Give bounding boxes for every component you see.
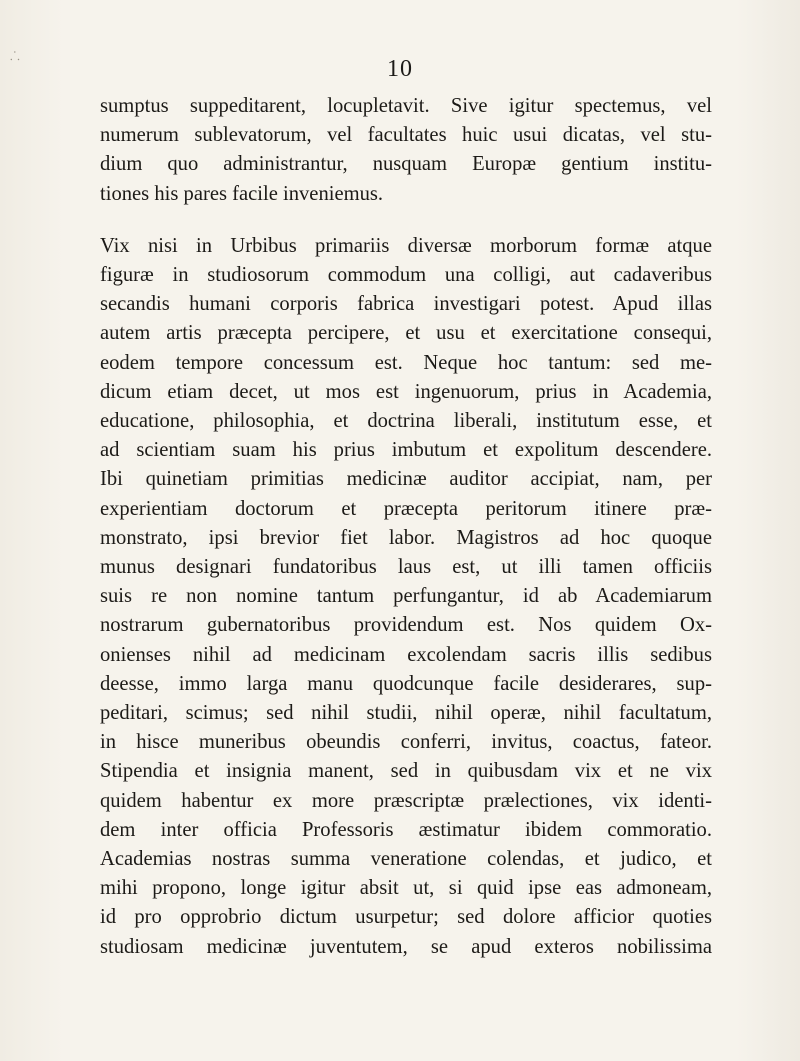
text-line: sumptus suppeditarent, locupletavit. Sive igitur spectemus, vel (100, 95, 712, 117)
text-line: peditari, scimus; sed nihil studii, nihil operæ, nihil facultatum, (100, 702, 712, 725)
text-line: Academias nostras summa veneratione colendas, et judico, et (100, 848, 712, 871)
text-line: eodem tempore concessum est. Neque hoc tantum: sed me- (100, 351, 712, 374)
text-line: deesse, immo larga manu quodcunque facile desiderares, sup- (100, 672, 712, 695)
text-line: autem artis præcepta percipere, et usu et exercitatione consequi, (100, 322, 712, 345)
text-line: nostrarum gubernatoribus providendum est. Nos quidem Ox- (100, 614, 712, 637)
body-text (100, 92, 712, 962)
paragraph-2 (100, 232, 712, 962)
text-line: experientiam doctorum et præcepta peritorum itinere præ- (100, 497, 712, 520)
text-line: onienses nihil ad medicinam excolendam sacris illis sedibus (100, 643, 712, 666)
text-line: dicum etiam decet, ut mos est ingenuorum, prius in Academia, (100, 380, 712, 403)
text-line: ad scientiam suam his prius imbutum et expolitum descendere. (100, 439, 712, 462)
text-line: numerum sublevatorum, vel facultates huic usui dicatas, vel stu- (100, 124, 712, 147)
text-line: studiosam medicinæ juventutem, se apud exteros nobilissima (100, 935, 712, 958)
text-line: dium quo administrantur, nusquam Europæ gentium institu- (100, 153, 712, 176)
text-line: in hisce muneribus obeundis conferri, invitus, coactus, fateor. (100, 731, 712, 754)
text-line: Vix nisi in Urbibus primariis diversæ morborum formæ atque (100, 234, 712, 257)
text-line: suis re non nomine tantum perfungantur, id ab Academiarum (100, 585, 712, 608)
text-line: educatione, philosophia, et doctrina liberali, institutum esse, et (100, 410, 712, 433)
text-line: id pro opprobrio dictum usurpetur; sed dolore afficior quoties (100, 906, 712, 929)
text-line: Ibi quinetiam primitias medicinæ auditor accipiat, nam, per (100, 468, 712, 491)
text-line: munus designari fundatoribus laus est, ut illi tamen officiis (100, 556, 712, 579)
page-number: 10 (387, 56, 413, 82)
text-line: dem inter officia Professoris æstimatur ibidem commoratio. (100, 818, 712, 841)
text-line: monstrato, ipsi brevior fiet labor. Magistros ad hoc quoque (100, 526, 712, 549)
text-line: mihi propono, longe igitur absit ut, si quid ipse eas admoneam, (100, 877, 712, 900)
paragraph-1 (100, 92, 712, 209)
text-line: figuræ in studiosorum commodum una colligi, aut cadaveribus (100, 264, 712, 287)
text-line: quidem habentur ex more præscriptæ prælectiones, vix identi- (100, 789, 712, 812)
text-line: Stipendia et insignia manent, sed in quibusdam vix et ne vix (100, 760, 712, 783)
text-line: tiones his pares facile inveniemus. (100, 182, 384, 205)
margin-mark: ⸫ (10, 49, 20, 63)
text-line: secandis humani corporis fabrica investigari potest. Apud illas (100, 293, 712, 316)
